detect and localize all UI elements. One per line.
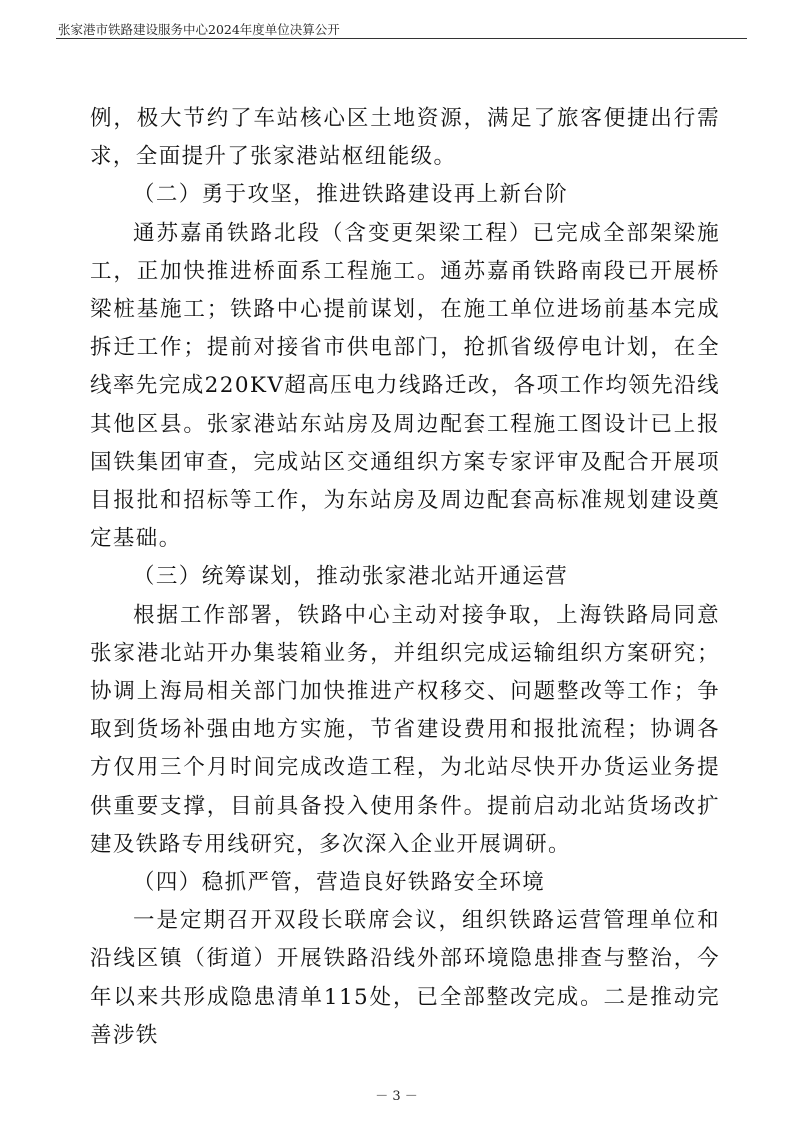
paragraph-section-2: 通苏嘉甬铁路北段（含变更架梁工程）已完成全部架梁施工，正加快推进桥面系工程施工。通苏嘉甬铁路南段已开展桥梁桩基施工；铁路中心提前谋划，在施工单位进场前基本完成拆迁工作；提前对接省市供电部门，抢抓省级停电计划，在全线率先完成220KV超高压电力线路迁改，各项工作均领先沿线其他区县。张家港站东站房及周边配套工程施工图设计已上报国铁集团审查，完成站区交通组织方案专家评审及配合开展项目报批和招标等工作，为东站房及周边配套高标准规划建设奠定基础。 <box>90 220 720 552</box>
section-heading-3: （三）统筹谋划，推动张家港北站开通运营 <box>133 564 569 590</box>
running-header: 张家港市铁路建设服务中心2024年度单位决算公开 <box>58 22 340 37</box>
section-heading-2: （二）勇于攻坚，推进铁路建设再上新台阶 <box>133 182 569 208</box>
page-number: － 3 － <box>375 1089 418 1104</box>
paragraph-continued: 例，极大节约了车站核心区土地资源，满足了旅客便捷出行需求，全面提升了张家港站枢纽能级。 <box>90 106 720 170</box>
document-body <box>90 100 720 1055</box>
paragraph-section-3: 根据工作部署，铁路中心主动对接争取，上海铁路局同意张家港北站开办集装箱业务，并组织完成运输组织方案研究；协调上海局相关部门加快推进产权移交、问题整改等工作；争取到货场补强由地方实施，节省建设费用和报批流程；协调各方仅用三个月时间完成改造工程，为北站尽快开办货运业务提供重要支撑，目前具备投入使用条件。提前启动北站货场改扩建及铁路专用线研究，多次深入企业开展调研。 <box>90 602 720 857</box>
section-heading-4: （四）稳抓严管，营造良好铁路安全环境 <box>133 870 546 896</box>
header-divider <box>56 38 747 39</box>
paragraph-section-4: 一是定期召开双段长联席会议，组织铁路运营管理单位和沿线区镇（街道）开展铁路沿线外部环境隐患排查与整治，今年以来共形成隐患清单115处，已全部整改完成。二是推动完善涉铁 <box>90 908 720 1048</box>
